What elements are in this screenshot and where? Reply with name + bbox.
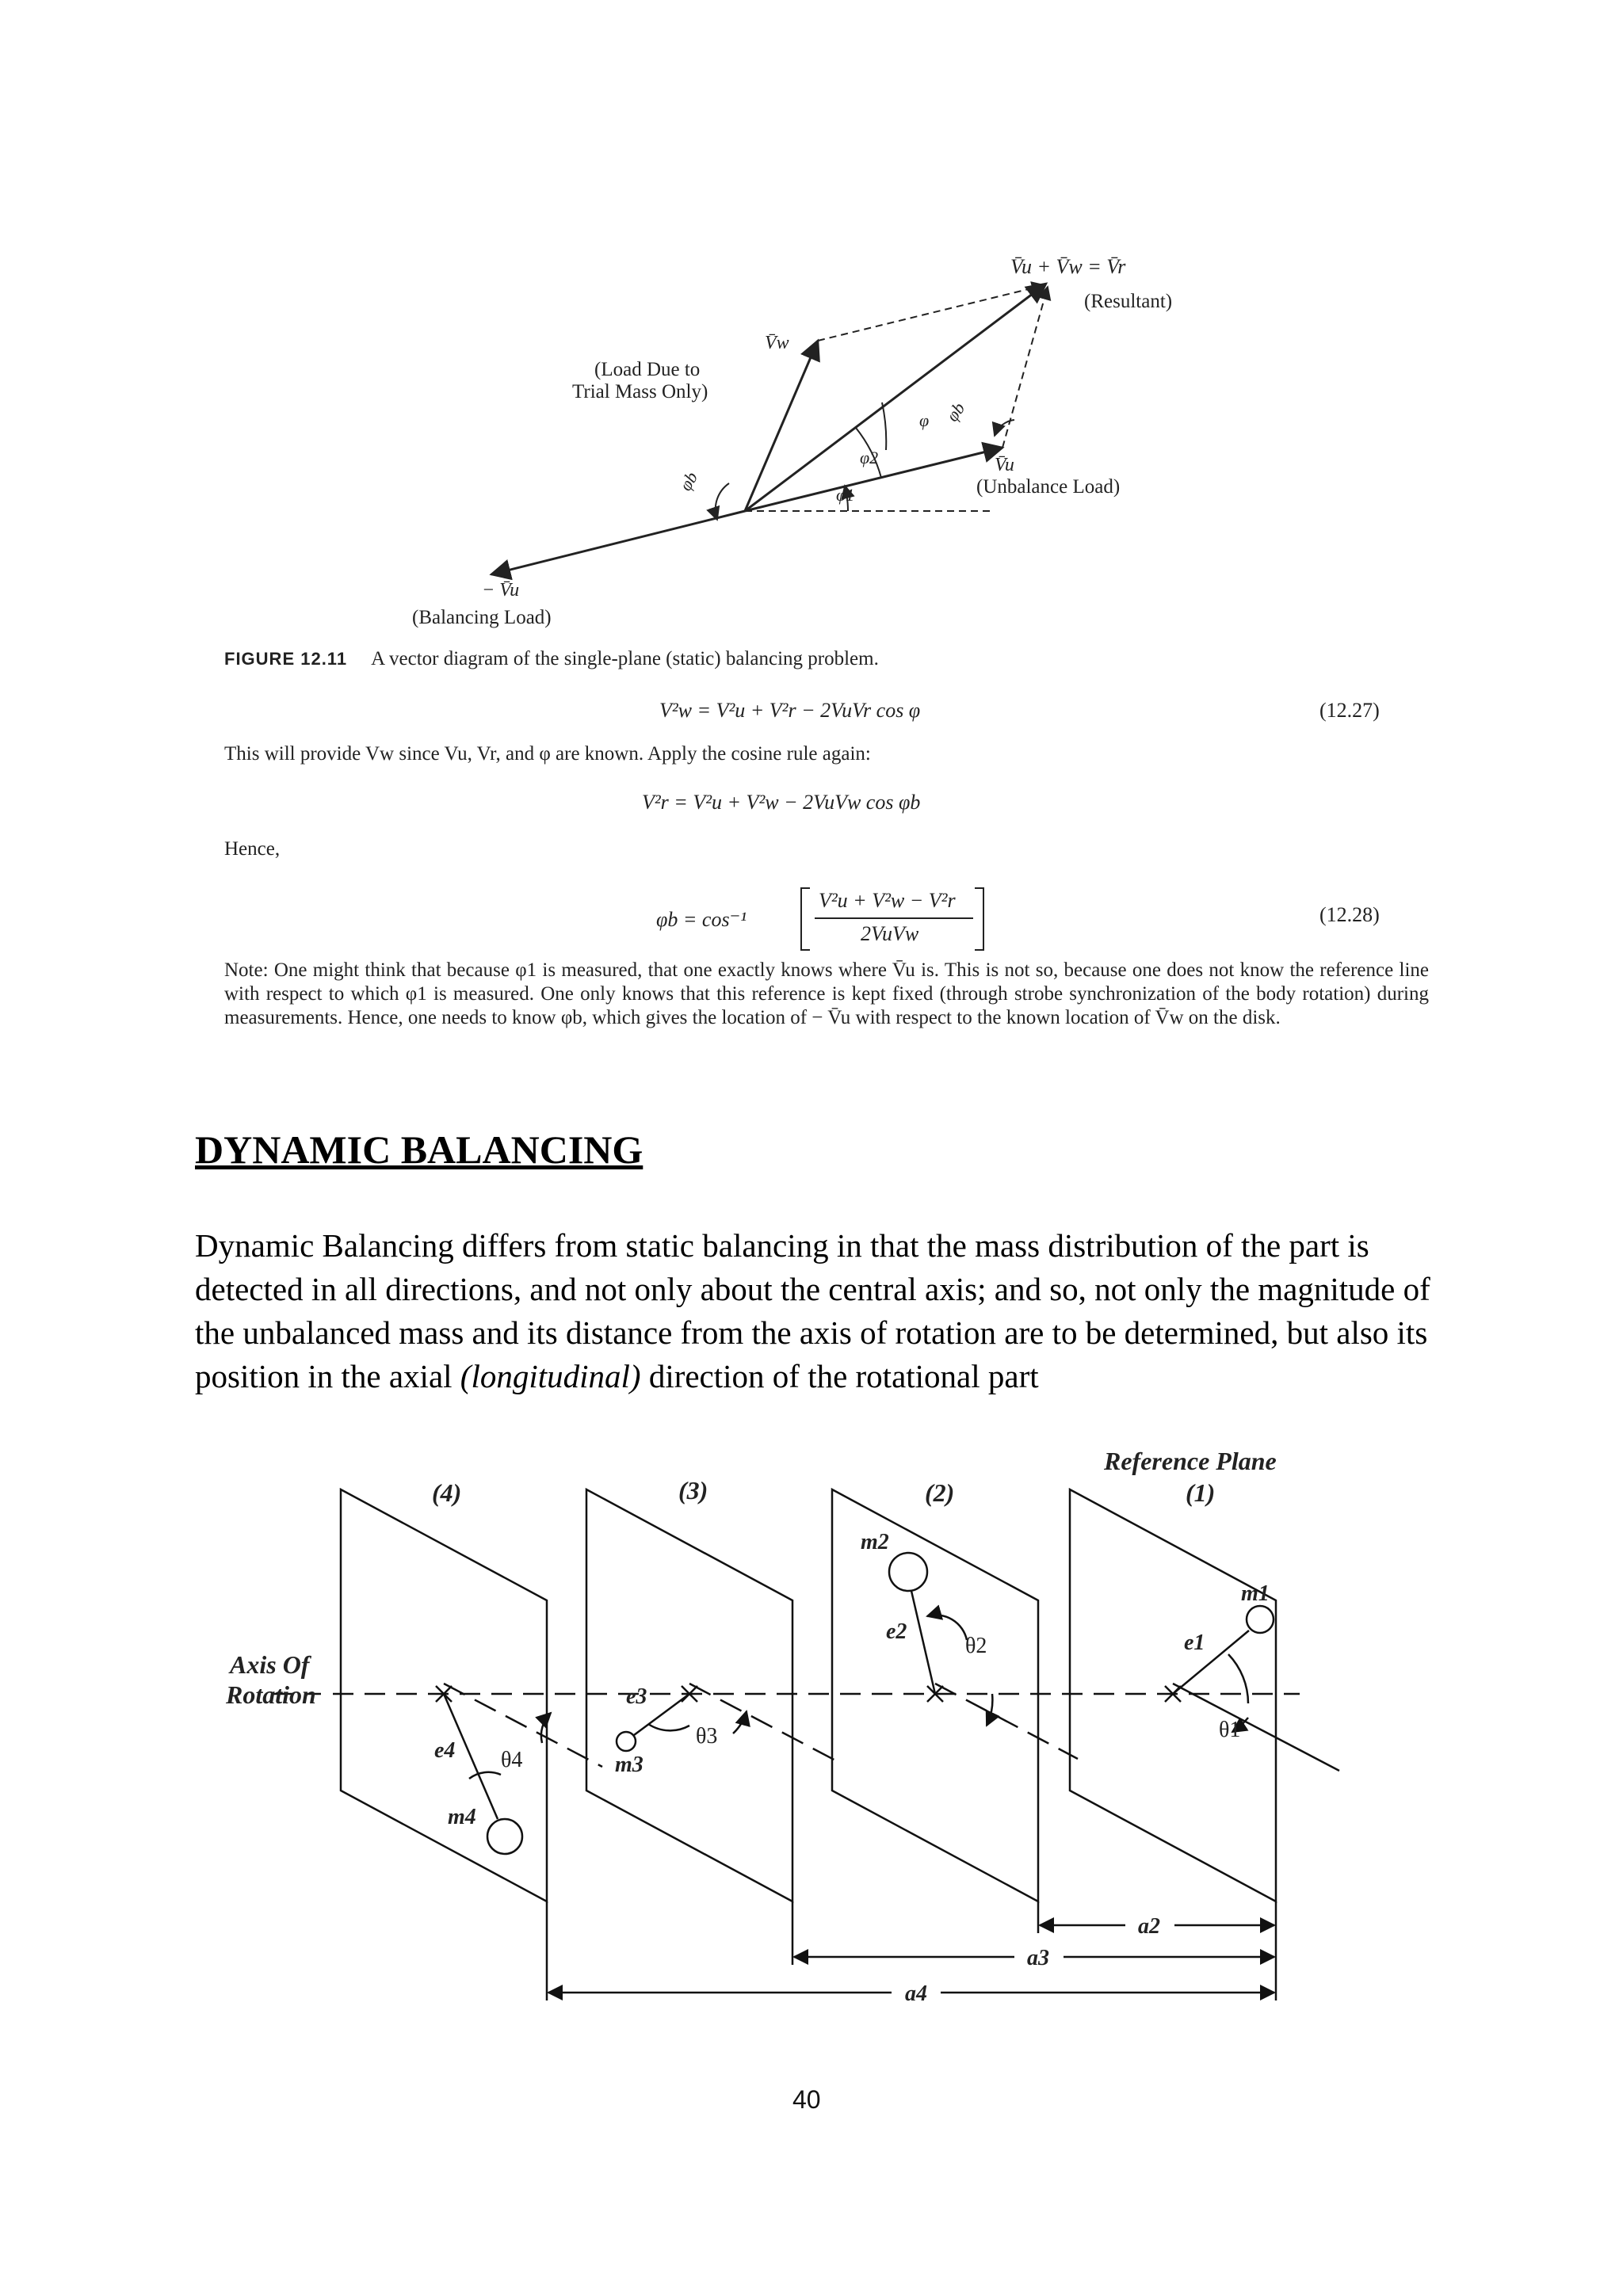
label-theta2: θ2 bbox=[965, 1634, 987, 1658]
label-phi1: φ1 bbox=[836, 485, 855, 505]
equation-12-28-den: 2VuVw bbox=[861, 922, 919, 945]
label-unbalance: (Unbalance Load) bbox=[976, 476, 1121, 498]
theta4-arc bbox=[469, 1772, 501, 1779]
paragraph-emphasis: (longitudinal) bbox=[460, 1358, 641, 1394]
arc-3-ref bbox=[733, 1711, 747, 1733]
label-resultant: (Resultant) bbox=[1084, 291, 1173, 312]
label-e1: e1 bbox=[1184, 1630, 1205, 1655]
label-a2: a2 bbox=[1138, 1914, 1160, 1939]
label-e2: e2 bbox=[886, 1619, 907, 1644]
mass-3 bbox=[617, 1732, 636, 1751]
page-number: 40 bbox=[792, 2085, 821, 2114]
label-resultant-eq: V̄u + V̄w = V̄r bbox=[1010, 255, 1126, 278]
label-a3: a3 bbox=[1027, 1946, 1049, 1970]
mass-4 bbox=[487, 1819, 522, 1854]
theta3-arc bbox=[648, 1724, 689, 1730]
label-axis-2: Rotation bbox=[226, 1680, 316, 1709]
label-plane-1: (1) bbox=[1186, 1478, 1216, 1507]
caption-text: A vector diagram of the single-plane (static) balancing problem. bbox=[371, 648, 879, 669]
equation-12-27: V²w = V²u + V²r − 2VuVr cos φ bbox=[659, 699, 921, 722]
hence-text: Hence, bbox=[224, 838, 281, 860]
e2-line bbox=[911, 1591, 935, 1694]
equation-12-28-lhs: φb = cos⁻¹ bbox=[656, 908, 747, 931]
label-trial-2: Trial Mass Only) bbox=[572, 381, 708, 402]
equation-cosine-rule: V²r = V²u + V²w − 2VuVw cos φb bbox=[642, 791, 921, 814]
label-ref-plane: Reference Plane bbox=[1104, 1447, 1277, 1475]
plane-1 bbox=[1070, 1489, 1276, 1901]
mass-2 bbox=[889, 1553, 927, 1591]
label-m2: m2 bbox=[861, 1530, 889, 1554]
label-m4: m4 bbox=[448, 1805, 476, 1829]
label-m1: m1 bbox=[1241, 1581, 1270, 1606]
label-trial-1: (Load Due to bbox=[594, 359, 701, 380]
label-va: V̄u bbox=[995, 455, 1014, 475]
label-phi2: φ2 bbox=[860, 448, 879, 467]
equation-number-12-28: (12.28) bbox=[1319, 903, 1380, 926]
paragraph-text-2: direction of the rotational part bbox=[640, 1358, 1039, 1394]
mass-1 bbox=[1247, 1606, 1274, 1633]
section-heading: DYNAMIC BALANCING bbox=[195, 1127, 643, 1172]
label-m3: m3 bbox=[615, 1753, 643, 1777]
label-neg-va: − V̄u bbox=[482, 580, 520, 601]
theta1-arc bbox=[1228, 1654, 1248, 1703]
label-phi-b-left: φb bbox=[675, 468, 702, 494]
label-e3: e3 bbox=[626, 1684, 647, 1709]
ref-line-4 bbox=[444, 1684, 602, 1767]
label-phi-b-right: φb bbox=[941, 399, 969, 425]
label-vw: V̄w bbox=[765, 333, 789, 353]
theta2-arc bbox=[927, 1615, 967, 1640]
ref-line-1 bbox=[1173, 1684, 1339, 1771]
ref-line-3 bbox=[689, 1684, 840, 1763]
plane-3 bbox=[586, 1489, 792, 1901]
paragraph-text-1: Dynamic Balancing differs from static balancing in that the mass distribution of the part is detected in all directions, and not only about the central axis; and so, not only the magnitude of the unbalanced mass and its distance from the axis of rotation are to be determined, but also its position in the axial bbox=[195, 1227, 1430, 1394]
label-balancing: (Balancing Load) bbox=[412, 607, 552, 628]
label-phi: φ bbox=[919, 410, 930, 430]
label-theta1: θ1 bbox=[1219, 1718, 1241, 1742]
equation-12-28-num: V²u + V²w − V²r bbox=[819, 889, 956, 912]
note-paragraph: Note: One might think that because φ1 is measured, that one exactly knows where V̄u is. This is not so, because one does not know the reference line with respect to which φ1 is measured. One only knows that this reference is kept fixed (through strobe synchronization of the body rotation) during measurements. Hence, one needs to know φb, which gives the location of − V̄u with respect to the known location of V̄w on the disk. bbox=[224, 959, 1429, 1028]
caption-label: FIGURE 12.11 bbox=[224, 649, 348, 669]
label-plane-4: (4) bbox=[432, 1478, 462, 1507]
label-a4: a4 bbox=[905, 1981, 927, 2006]
label-plane-2: (2) bbox=[925, 1478, 955, 1507]
equation-text-1: This will provide Vw since Vu, Vr, and φ are known. Apply the cosine rule again: bbox=[224, 743, 871, 765]
label-theta3: θ3 bbox=[696, 1724, 718, 1749]
label-e4: e4 bbox=[434, 1738, 456, 1763]
label-plane-3: (3) bbox=[678, 1476, 708, 1505]
label-axis-1: Axis Of bbox=[230, 1650, 310, 1679]
label-theta4: θ4 bbox=[501, 1748, 523, 1772]
arc-2-ref bbox=[987, 1694, 992, 1726]
equation-number-12-27: (12.27) bbox=[1319, 699, 1380, 722]
